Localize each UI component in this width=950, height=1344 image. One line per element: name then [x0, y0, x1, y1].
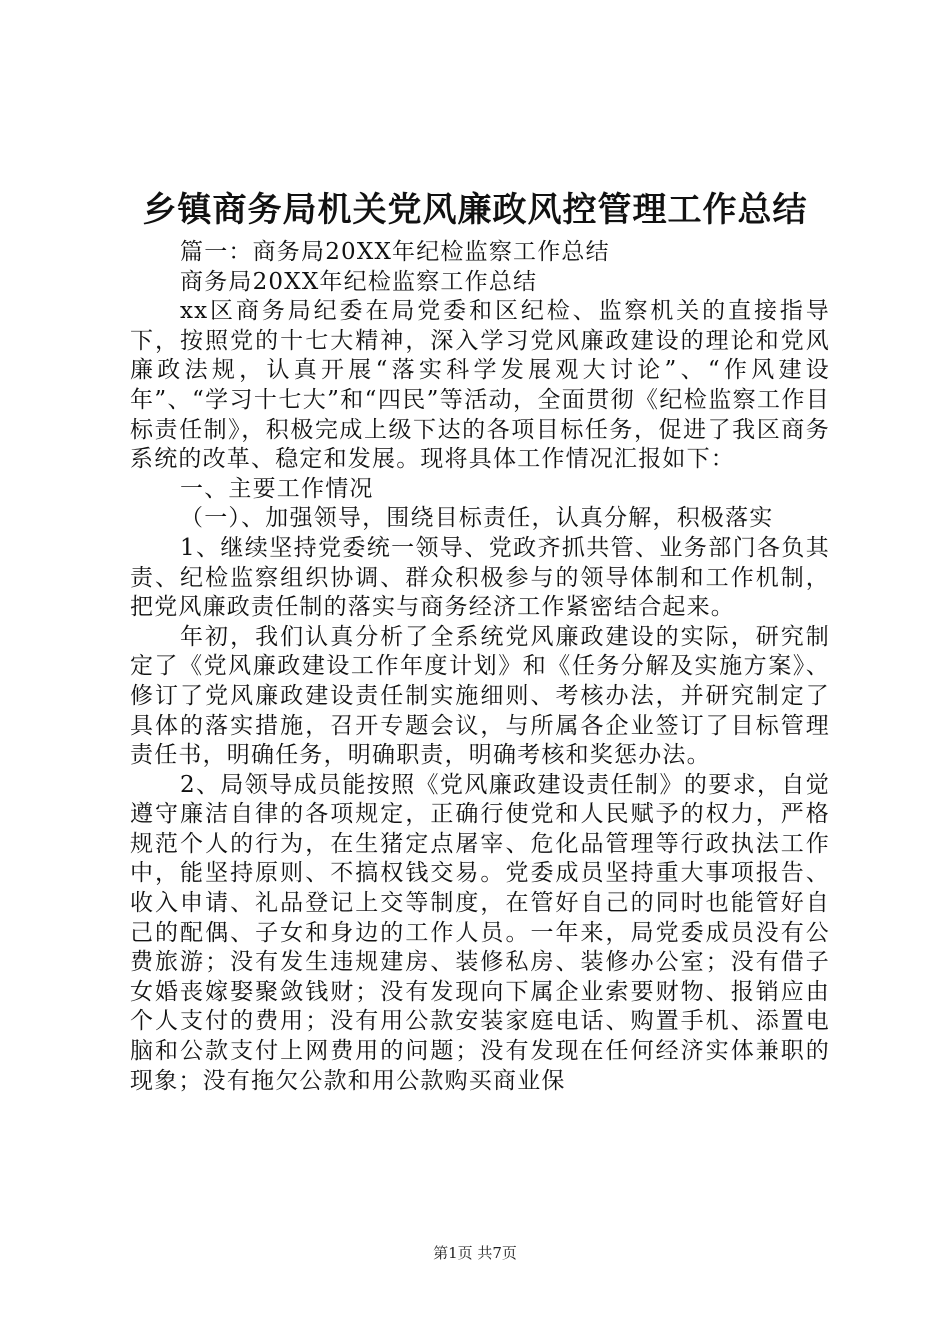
- paragraph-item-1: 1、继续坚持党委统一领导、党政齐抓共管、业务部门各负其责、纪检监察组织协调、群众积极参与的领导体制和工作机制，把党风廉政责任制的落实与商务经济工作紧密结合起来。: [130, 534, 830, 621]
- paragraph-item-2: 2、局领导成员能按照《党风廉政建设责任制》的要求，自觉遵守廉洁自律的各项规定，正确行使党和人民赋予的权力，严格规范个人的行为，在生猪定点屠宰、危化品管理等行政执法工作中，能坚持原则、不搞权钱交易。党委成员坚持重大事项报告、收入申请、礼品登记上交等制度，在管好自己的同时也能管好自己的配偶、子女和身边的工作人员。一年来，局党委成员没有公费旅游；没有发生违规建房、装修私房、装修办公室；没有借子女婚丧嫁娶聚敛钱财；没有发现向下属企业索要财物、报销应由个人支付的费用；没有用公款安装家庭电话、购置手机、添置电脑和公款支付上网费用的问题；没有发现在任何经济实体兼职的现象；没有拖欠公款和用公款购买商业保: [130, 771, 830, 1094]
- document-body: [130, 238, 830, 1096]
- paragraph-heading-leadership: （一）、加强领导，围绕目标责任，认真分解，积极落实: [180, 505, 774, 532]
- paragraph-subtitle: 商务局20XX年纪检监察工作总结: [180, 268, 538, 295]
- page-footer: 第1页 共7页: [433, 1244, 517, 1262]
- paragraph-heading-main-work: 一、主要工作情况: [180, 475, 374, 502]
- paragraph-annual-plan: 年初，我们认真分析了全系统党风廉政建设的实际，研究制定了《党风廉政建设工作年度计划》和《任务分解及实施方案》、修订了党风廉政建设责任制实施细则、考核办法，并研究制定了具体的落实措施，召开专题会议，与所属各企业签订了目标管理责任书，明确任务，明确职责，明确考核和奖惩办法。: [130, 623, 830, 769]
- paragraph-intro: xx区商务局纪委在局党委和区纪检、监察机关的直接指导下，按照党的十七大精神，深入学习党风廉政建设的理论和党风廉政法规，认真开展“落实科学发展观大讨论”、“作风建设年”、“学习十七大”和“四民”等活动，全面贯彻《纪检监察工作目标责任制》，积极完成上级下达的各项目标任务，促进了我区商务系统的改革、稳定和发展。现将具体工作情况汇报如下：: [130, 298, 830, 473]
- paragraph-section-heading: 篇一：商务局20XX年纪检监察工作总结: [180, 239, 610, 265]
- document-title: 乡镇商务局机关党风廉政风控管理工作总结: [142, 190, 808, 230]
